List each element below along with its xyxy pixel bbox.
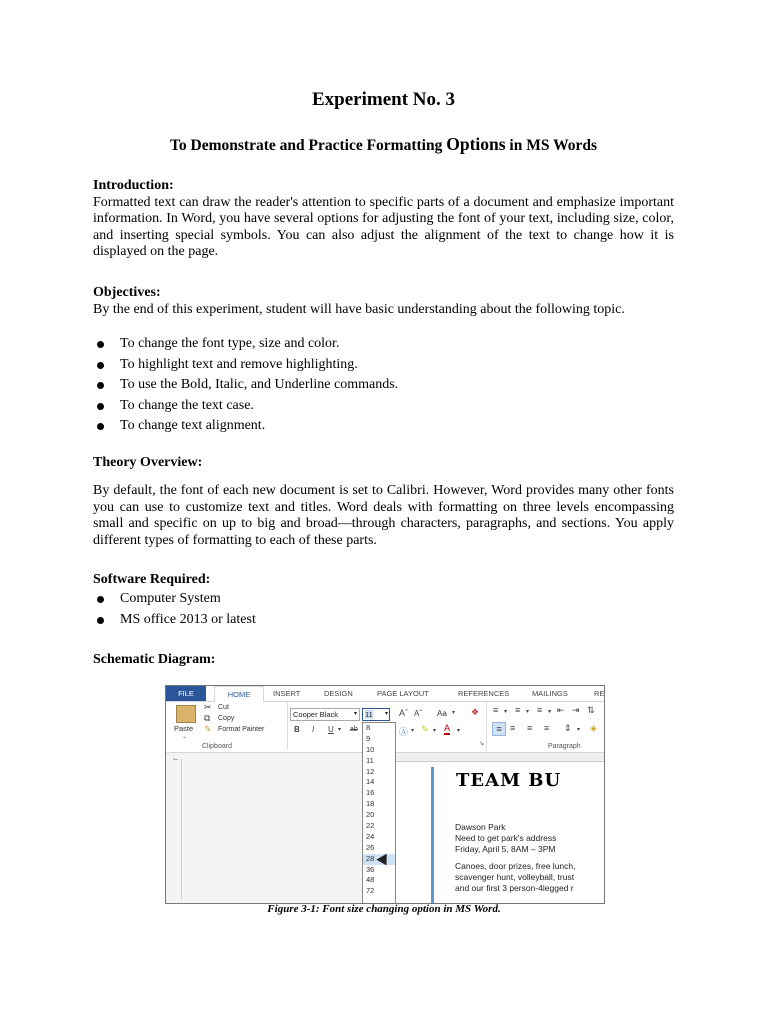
- objectives-section: [93, 285, 674, 318]
- font-size-option[interactable]: 9: [366, 733, 371, 743]
- tab-home[interactable]: HOME: [214, 686, 264, 703]
- tab-design[interactable]: DESIGN: [324, 689, 353, 698]
- font-size-option[interactable]: 26: [366, 842, 375, 852]
- font-size-option[interactable]: 10: [366, 744, 375, 754]
- numbering-chevron-icon[interactable]: ▾: [526, 709, 530, 715]
- theory-heading-block: [93, 455, 674, 472]
- numbering-icon[interactable]: ≡: [515, 705, 521, 715]
- page-title: Experiment No. 3: [311, 89, 455, 110]
- font-size-option[interactable]: 36: [366, 864, 375, 874]
- ribbon-tabs: [166, 686, 604, 702]
- document-line: Dawson Park: [455, 822, 506, 832]
- shrink-font-icon[interactable]: Aˇ: [414, 709, 422, 718]
- objectives-list: [93, 334, 674, 437]
- software-heading: Software Required:: [93, 572, 211, 587]
- font-size-option[interactable]: 12: [366, 766, 375, 776]
- introduction-heading: Introduction:: [93, 178, 174, 193]
- font-size-option[interactable]: 48: [366, 875, 375, 885]
- subtitle-part-2: Options: [446, 134, 506, 154]
- font-size-option[interactable]: 14: [366, 777, 375, 787]
- font-name-value: Cooper Black: [293, 710, 339, 719]
- font-name-dropdown-icon[interactable]: ▾: [353, 711, 357, 717]
- paste-chevron-icon[interactable]: ⌄: [182, 734, 188, 740]
- tab-review[interactable]: RE: [594, 689, 605, 698]
- bold-icon[interactable]: B: [294, 725, 300, 734]
- font-size-option[interactable]: 22: [366, 821, 375, 831]
- tab-file[interactable]: FILE: [166, 686, 206, 701]
- document-line: Need to get park's address: [455, 833, 557, 843]
- subtitle-part-1: To Demonstrate and Practice Formatting: [170, 137, 443, 154]
- multilevel-list-icon[interactable]: ≡: [537, 705, 543, 715]
- bullet-icon: [97, 382, 104, 389]
- document-accent-bar: [431, 767, 434, 903]
- software-heading-block: [93, 572, 674, 589]
- software-list: [93, 589, 674, 630]
- document-heading: TEAM BU: [456, 770, 562, 791]
- align-right-icon[interactable]: ≡: [527, 723, 533, 733]
- bullet-icon: [97, 403, 104, 410]
- paste-button[interactable]: Paste: [174, 724, 194, 733]
- objectives-heading: Objectives:: [93, 285, 161, 300]
- clipboard-group-label: Clipboard: [202, 743, 232, 750]
- paragraph-group-label: Paragraph: [548, 743, 581, 750]
- tab-page-layout[interactable]: PAGE LAYOUT: [377, 689, 429, 698]
- font-size-dropdown-icon[interactable]: ▾: [384, 711, 388, 717]
- group-divider: [486, 702, 487, 750]
- tab-selector-icon[interactable]: ⌙: [173, 756, 179, 763]
- figure-caption: Figure 3-1: Font size changing option in MS Word.: [267, 903, 501, 915]
- bullet-icon: [97, 362, 104, 369]
- text-effects-chevron-icon[interactable]: ▾: [411, 728, 415, 734]
- underline-icon[interactable]: U: [328, 725, 334, 734]
- list-item: MS office 2013 or latest: [93, 610, 674, 631]
- schematic-heading-block: [93, 652, 674, 669]
- document-line: Friday, April 5, 8AM – 3PM: [455, 844, 556, 854]
- tab-mailings[interactable]: MAILINGS: [532, 689, 568, 698]
- navigation-pane: [166, 753, 363, 903]
- font-size-option-selected[interactable]: 28: [363, 854, 395, 865]
- word-screenshot-figure: [165, 685, 605, 904]
- introduction-text: Formatted text can draw the reader's attention to specific parts of a document and emphasize important information. In Word, you have several options for adjusting the font of your text, including size, color, and inserting special symbols. You can also adjust the alignment of the text to change how it is displayed on the page.: [93, 194, 674, 259]
- align-center-icon[interactable]: ≡: [510, 723, 516, 733]
- increase-indent-icon[interactable]: ⇥: [572, 705, 580, 715]
- horizontal-ruler: [395, 753, 604, 762]
- underline-chevron-icon[interactable]: ▾: [338, 727, 342, 733]
- justify-icon[interactable]: ≡: [544, 723, 550, 733]
- copy-button[interactable]: Copy: [218, 715, 235, 722]
- text-effects-icon[interactable]: Ⓐ: [399, 727, 409, 737]
- subtitle-part-3: in MS Words: [509, 137, 597, 154]
- schematic-heading: Schematic Diagram:: [93, 652, 216, 667]
- list-item: To change the text case.: [93, 396, 674, 417]
- page-subtitle: [93, 134, 674, 155]
- font-size-option[interactable]: 24: [366, 831, 375, 841]
- tab-references[interactable]: REFERENCES: [458, 689, 510, 698]
- paste-icon[interactable]: [176, 705, 196, 723]
- font-name-box[interactable]: [290, 708, 360, 721]
- introduction-section: [93, 178, 674, 261]
- font-size-dropdown: [362, 722, 396, 904]
- list-item: To change the font type, size and color.: [93, 334, 674, 355]
- list-item: Computer System: [93, 589, 674, 610]
- font-size-option[interactable]: 16: [366, 788, 375, 798]
- clear-formatting-icon[interactable]: ❖: [471, 707, 480, 717]
- decrease-indent-icon[interactable]: ⇤: [557, 705, 565, 715]
- theory-heading: Theory Overview:: [93, 455, 203, 470]
- list-item: To change text alignment.: [93, 416, 674, 437]
- change-case-button[interactable]: Aa: [437, 709, 447, 718]
- document-line: Canoes, door prizes, free lunch,: [455, 861, 576, 871]
- bullet-icon: [97, 423, 104, 430]
- font-size-option[interactable]: 72: [366, 886, 375, 896]
- font-size-option[interactable]: 8: [366, 723, 371, 732]
- line-spacing-chevron-icon[interactable]: ▾: [577, 727, 581, 733]
- font-color-chevron-icon[interactable]: ▾: [457, 728, 461, 734]
- bullets-icon[interactable]: ≡: [493, 705, 499, 715]
- italic-icon[interactable]: I: [312, 725, 315, 734]
- document-line: and our first 3 person-4legged r: [455, 883, 574, 893]
- tab-insert[interactable]: INSERT: [273, 689, 301, 698]
- document-line: scavenger hunt, volleyball, trust: [455, 872, 575, 882]
- objectives-text: By the end of this experiment, student will have basic understanding about the following topic.: [93, 301, 625, 317]
- copy-icon[interactable]: ⧉: [204, 713, 211, 723]
- font-size-value: 11: [365, 710, 373, 719]
- multilevel-chevron-icon[interactable]: ▾: [548, 709, 552, 715]
- align-left-icon[interactable]: ≡: [492, 722, 506, 736]
- list-item: To use the Bold, Italic, and Underline commands.: [93, 375, 674, 396]
- bullet-icon: [97, 617, 104, 624]
- format-painter-button[interactable]: Format Painter: [218, 726, 265, 733]
- highlight-icon[interactable]: ✎: [421, 724, 429, 734]
- vertical-ruler: [173, 759, 182, 899]
- group-divider: [287, 702, 288, 750]
- sort-icon[interactable]: ⇅: [587, 705, 595, 715]
- bullets-chevron-icon[interactable]: ▾: [504, 709, 508, 715]
- font-color-icon[interactable]: A: [444, 723, 451, 733]
- line-spacing-icon[interactable]: ⇕: [564, 723, 572, 733]
- bullet-icon: [97, 596, 104, 603]
- theory-text: By default, the font of each new document is set to Calibri. However, Word provides many other fonts you can use to customize text and titles. Word deals with formatting on three levels encompassing small and specific on up to big and broad—through characters, paragraphs, and sections. You apply different types of formatting to each of these parts.: [93, 483, 674, 548]
- grow-font-icon[interactable]: Aˆ: [399, 708, 408, 718]
- cut-icon[interactable]: ✂: [204, 702, 212, 712]
- highlight-chevron-icon[interactable]: ▾: [433, 728, 437, 734]
- font-size-option[interactable]: 20: [366, 810, 375, 820]
- cut-button[interactable]: Cut: [218, 704, 229, 711]
- format-painter-icon[interactable]: ✎: [204, 724, 212, 734]
- font-dialog-launcher-icon[interactable]: ↘: [479, 741, 485, 747]
- font-size-option[interactable]: 18: [366, 799, 375, 809]
- list-item: To highlight text and remove highlighting.: [93, 355, 674, 376]
- font-size-option[interactable]: 11: [366, 755, 374, 765]
- change-case-chevron-icon[interactable]: ▾: [452, 710, 456, 716]
- strikethrough-icon[interactable]: ab: [350, 726, 358, 733]
- bullet-icon: [97, 341, 104, 348]
- shading-icon[interactable]: ◈: [590, 723, 597, 733]
- font-size-box[interactable]: [362, 708, 390, 721]
